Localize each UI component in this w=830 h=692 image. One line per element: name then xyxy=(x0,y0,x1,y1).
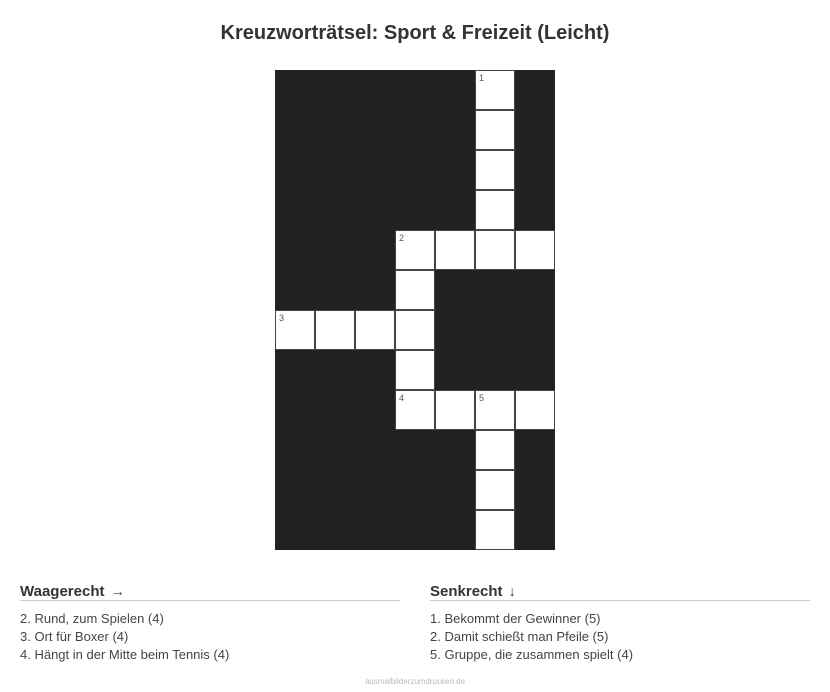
right-arrow-icon: → xyxy=(110,583,125,599)
down-clue: 1. Bekommt der Gewinner (5) xyxy=(430,611,601,626)
crossword-cell[interactable] xyxy=(315,310,355,350)
cell-number: 1 xyxy=(479,73,485,83)
cell-number: 5 xyxy=(479,393,485,403)
crossword-cell[interactable] xyxy=(395,230,435,270)
crossword-cell[interactable] xyxy=(475,430,515,470)
crossword-cell[interactable] xyxy=(395,310,435,350)
down-clues-section xyxy=(430,582,810,664)
down-heading-label: Senkrecht xyxy=(430,583,503,600)
down-heading xyxy=(430,582,810,601)
across-clues-section xyxy=(20,582,400,664)
crossword-cell[interactable] xyxy=(395,270,435,310)
crossword-cell[interactable] xyxy=(515,390,555,430)
crossword-cell[interactable] xyxy=(475,190,515,230)
crossword-cell[interactable] xyxy=(435,230,475,270)
down-clue: 2. Damit schießt man Pfeile (5) xyxy=(430,629,609,644)
cell-number: 4 xyxy=(399,393,405,403)
cell-number: 3 xyxy=(279,313,285,323)
crossword-cell[interactable] xyxy=(475,510,515,550)
cell-number: 2 xyxy=(399,233,405,243)
crossword-cell[interactable] xyxy=(355,310,395,350)
crossword-cell[interactable] xyxy=(475,390,515,430)
footer-credit: ausmalbilderzumdrucken.de xyxy=(364,677,466,686)
down-arrow-icon: ↓ xyxy=(508,583,516,599)
crossword-cell[interactable] xyxy=(395,390,435,430)
down-clue: 5. Gruppe, die zusammen spielt (4) xyxy=(430,647,634,662)
crossword-cell[interactable] xyxy=(275,310,315,350)
across-clue: 4. Hängt in der Mitte beim Tennis (4) xyxy=(20,647,230,662)
crossword-cell[interactable] xyxy=(395,350,435,390)
crossword-grid xyxy=(275,70,555,550)
crossword-cell[interactable] xyxy=(475,110,515,150)
crossword-cell[interactable] xyxy=(435,390,475,430)
across-clue: 2. Rund, zum Spielen (4) xyxy=(20,611,164,626)
across-clue: 3. Ort für Boxer (4) xyxy=(20,629,129,644)
crossword-cell[interactable] xyxy=(475,230,515,270)
page-title: Kreuzworträtsel: Sport & Freizeit (Leicht) xyxy=(220,22,610,44)
across-heading-label: Waagerecht xyxy=(20,583,105,600)
across-heading xyxy=(20,582,400,601)
crossword-cell[interactable] xyxy=(475,470,515,510)
crossword-cell[interactable] xyxy=(475,150,515,190)
crossword-cell[interactable] xyxy=(515,230,555,270)
crossword-cell[interactable] xyxy=(475,70,515,110)
